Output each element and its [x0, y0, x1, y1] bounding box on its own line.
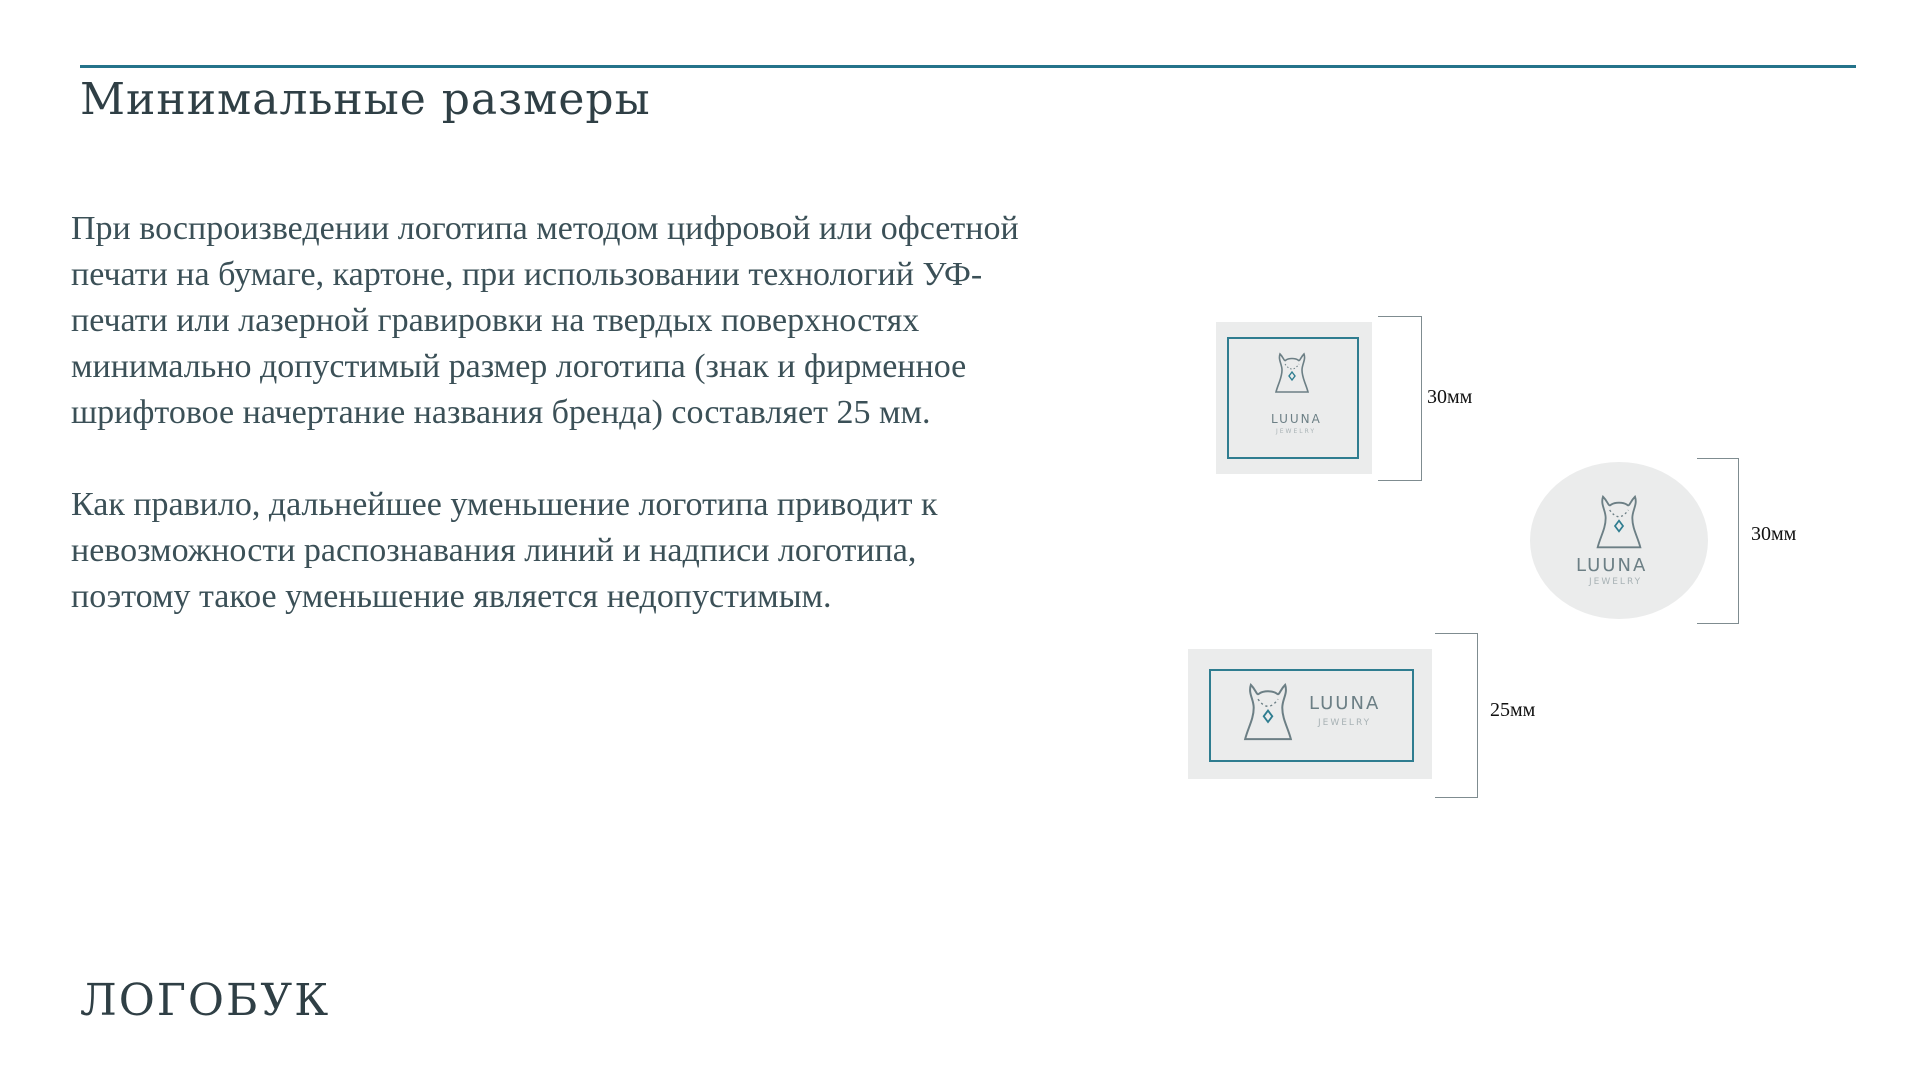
- footer-logobook-title: ЛОГОБУК: [80, 975, 331, 1026]
- square-card: [1216, 322, 1372, 474]
- brand-name: LUUNA: [1271, 412, 1322, 426]
- necklace-bust-icon: [1591, 494, 1647, 550]
- round-size-label: 30мм: [1751, 523, 1797, 545]
- round-size-bracket: [1697, 458, 1739, 624]
- page-title: Минимальные размеры: [80, 74, 651, 125]
- square-size-bracket: [1378, 316, 1422, 481]
- necklace-bust-icon: [1239, 682, 1297, 742]
- top-divider: [80, 65, 1856, 68]
- brand-subtitle: JEWELRY: [1589, 577, 1643, 587]
- horizontal-size-bracket: [1435, 633, 1478, 798]
- horizontal-card: [1188, 649, 1432, 779]
- brand-name: LUUNA: [1576, 555, 1648, 576]
- horizontal-size-label: 25мм: [1490, 699, 1536, 721]
- brand-subtitle: JEWELRY: [1276, 428, 1317, 435]
- brand-subtitle: JEWELRY: [1318, 718, 1372, 728]
- paragraph-2: Как правило, дальнейшее уменьшение логотипа приводит к невозможности распознавания линий и надписи логотипа, поэтому такое уменьшение является недопустимым.: [71, 486, 938, 615]
- necklace-bust-icon: [1272, 352, 1312, 394]
- paragraph-1: При воспроизведении логотипа методом цифровой или офсетной печати на бумаге, картоне, при использовании технологий УФ-печати или лазерной гравировки на твердых поверхностях минимально допустимый размер логотипа (знак и фирменное шрифтовое начертание названия бренда) составляет 25 мм.: [71, 210, 1019, 431]
- square-size-label: 30мм: [1427, 386, 1473, 408]
- description-text: [71, 206, 1031, 620]
- brand-name: LUUNA: [1309, 693, 1381, 714]
